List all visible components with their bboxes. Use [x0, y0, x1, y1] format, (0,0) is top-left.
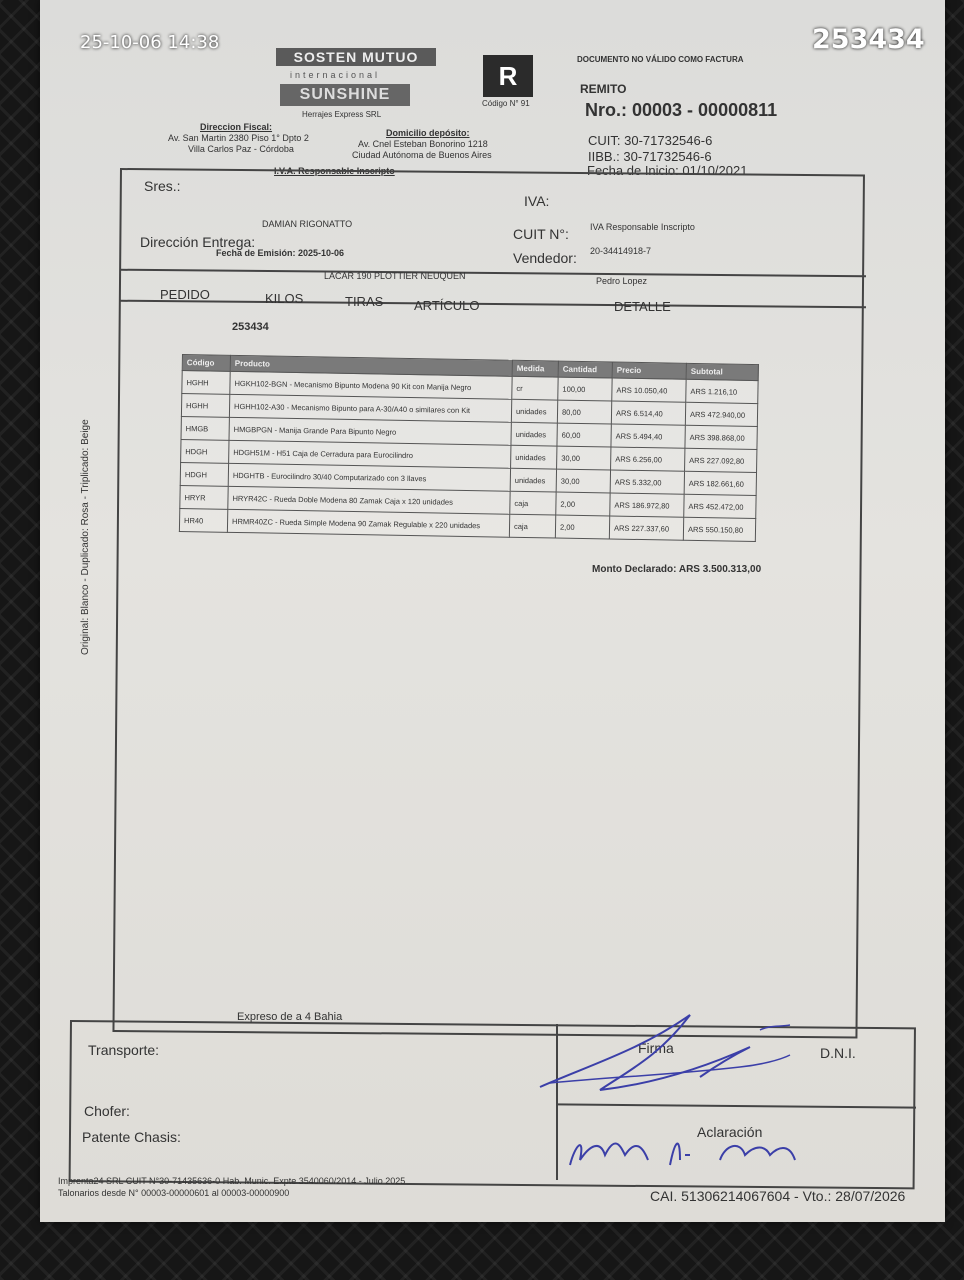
aclaracion-label: Aclaración: [697, 1124, 763, 1140]
th-subtotal: Subtotal: [686, 363, 758, 380]
cell-medida: cr: [512, 376, 558, 400]
declared-total: Monto Declarado: ARS 3.500.313,00: [592, 564, 762, 575]
cell-subtotal: ARS 452.472,00: [684, 494, 756, 518]
th-cantidad: Cantidad: [558, 361, 612, 378]
imprenta-line2: Talonarios desde N° 00003-00000601 al 00003-00000900: [58, 1188, 290, 1198]
fiscal-line1: Av. San Martin 2380 Piso 1° Dpto 2: [168, 133, 309, 143]
patente-label: Patente Chasis:: [82, 1129, 181, 1145]
logo-subtitle: internacional: [290, 70, 381, 80]
express-note: Expreso de a 4 Bahia: [237, 1011, 343, 1023]
cuit-label: CUIT N°:: [513, 226, 569, 242]
cell-subtotal: ARS 182.661,60: [684, 471, 756, 495]
main-frame: [112, 168, 865, 1038]
cell-codigo: HR40: [179, 508, 227, 532]
transporte-label: Transporte:: [88, 1042, 160, 1058]
cell-codigo: HRYR: [180, 485, 228, 509]
cell-medida: unidades: [510, 468, 556, 492]
cell-medida: unidades: [511, 422, 557, 446]
cell-producto: HRYR42C - Rueda Doble Modena 80 Zamak Caja x 120 unidades: [228, 486, 510, 514]
th-producto: Producto: [230, 355, 512, 376]
deposit-label: Domicilio depósito:: [386, 128, 470, 138]
cell-precio: ARS 186.972,80: [610, 493, 684, 517]
cell-producto: HDGH51M - H51 Caja de Cerradura para Eurocilindro: [229, 440, 511, 468]
cell-subtotal: ARS 550.150,80: [683, 517, 755, 541]
iva-value: IVA Responsable Inscripto: [590, 222, 695, 232]
client-address: LACAR 190 PLOTTIER NEUQUEN: [324, 271, 466, 281]
cell-precio: ARS 10.050,40: [612, 378, 686, 402]
document-code: Código N° 91: [482, 99, 530, 108]
col-tiras: TIRAS: [345, 294, 384, 309]
cell-precio: ARS 6.256,00: [611, 447, 685, 471]
cell-cantidad: 100,00: [558, 377, 612, 401]
cell-codigo: HMGB: [181, 416, 229, 440]
cell-producto: HDGHTB - Eurocilindro 30/40 Computarizado con 3 llaves: [228, 463, 510, 491]
cell-producto: HRMR40ZC - Rueda Simple Modena 90 Zamak Regulable x 220 unidades: [227, 509, 509, 537]
cell-producto: HGHH102-A30 - Mecanismo Bipunto para A-30/A40 o similares con Kit: [229, 394, 511, 422]
col-articulo: ARTÍCULO: [414, 298, 480, 313]
cell-subtotal: ARS 1.216,10: [686, 379, 758, 403]
not-valid-notice: DOCUMENTO NO VÁLIDO COMO FACTURA: [577, 55, 744, 64]
col-pedido: PEDIDO: [160, 287, 210, 302]
col-detalle: DETALLE: [614, 299, 671, 314]
cell-medida: caja: [509, 514, 555, 538]
cell-medida: caja: [510, 491, 556, 515]
th-medida: Medida: [512, 360, 558, 377]
items-table: [179, 354, 759, 542]
iva-label: IVA:: [524, 193, 550, 209]
address-label: Dirección Entrega:: [140, 234, 256, 250]
cell-cantidad: 30,00: [556, 469, 610, 493]
cell-subtotal: ARS 398.868,00: [685, 425, 757, 449]
cell-cantidad: 80,00: [557, 400, 611, 424]
cell-subtotal: ARS 227.092,80: [685, 448, 757, 472]
cai-number: CAI. 51306214067604 - Vto.: 28/07/2026: [650, 1188, 906, 1204]
remito-document: [40, 0, 945, 1222]
cell-codigo: HDGH: [180, 462, 228, 486]
photo-timestamp: 25-10-06 14:38: [80, 32, 220, 53]
cell-medida: unidades: [511, 445, 557, 469]
deposit-line2: Ciudad Autónoma de Buenos Aires: [352, 150, 492, 160]
th-precio: Precio: [612, 362, 686, 379]
imprenta-line1: Imprenta24 SRL CUIT N°30-71435636-0 Hab. Munic. Expte 3540060/2014 - Julio 2025: [58, 1176, 406, 1186]
cuit-value: 20-34414918-7: [590, 246, 652, 256]
cell-subtotal: ARS 472.940,00: [685, 402, 757, 426]
signature-image: [530, 995, 830, 1175]
document-number: Nro.: 00003 - 00000811: [585, 100, 778, 120]
th-codigo: Código: [182, 355, 230, 372]
company-name: Herrajes Express SRL: [302, 110, 382, 119]
cell-precio: ARS 5.332,00: [610, 470, 684, 494]
logo-sunshine: SUNSHINE: [280, 84, 410, 106]
issuer-cuit: CUIT: 30-71732546-6: [588, 133, 713, 148]
fiscal-label: Direccion Fiscal:: [200, 122, 273, 132]
issuer-start-date: Fecha de Inicio: 01/10/2021: [587, 163, 748, 178]
cell-codigo: HGHH: [181, 394, 229, 418]
logo-sosten-mutuo: SOSTEN MUTUO: [276, 48, 436, 66]
chofer-label: Chofer:: [84, 1103, 130, 1119]
cell-precio: ARS 227.337,60: [609, 516, 683, 540]
firma-label: Firma: [638, 1040, 674, 1056]
iva-status: I.V.A. Responsable Inscripto: [274, 166, 395, 176]
cell-cantidad: 2,00: [555, 515, 609, 539]
col-kilos: KILOS: [265, 291, 304, 306]
order-number: 253434: [232, 321, 269, 333]
cell-precio: ARS 6.514,40: [611, 401, 685, 425]
photo-order-id: 253434: [812, 24, 925, 55]
sres-label: Sres.:: [144, 178, 181, 194]
emission-date: Fecha de Emisión: 2025-10-06: [216, 248, 345, 258]
cell-cantidad: 2,00: [556, 492, 610, 516]
cell-codigo: HDGH: [181, 439, 229, 463]
document-letter: R: [483, 55, 533, 97]
deposit-line1: Av. Cnel Esteban Bonorino 1218: [358, 139, 488, 149]
seller-value: Pedro Lopez: [596, 276, 648, 286]
issuer-iibb: IIBB.: 30-71732546-6: [588, 149, 712, 164]
copy-colors-note: Original: Blanco - Duplicado: Rosa - Triplicado: Beige: [80, 419, 91, 655]
cell-producto: HMGBPGN - Manija Grande Para Bipunto Negro: [229, 417, 511, 445]
cell-precio: ARS 5.494,40: [611, 424, 685, 448]
cell-codigo: HGHH: [182, 371, 230, 395]
dni-label: D.N.I.: [820, 1045, 856, 1061]
cell-medida: unidades: [511, 399, 557, 423]
client-name: DAMIAN RIGONATTO: [262, 219, 353, 229]
remito-label: REMITO: [580, 82, 627, 96]
cell-cantidad: 30,00: [557, 446, 611, 470]
seller-label: Vendedor:: [513, 250, 577, 266]
cell-cantidad: 60,00: [557, 423, 611, 447]
fiscal-line2: Villa Carlos Paz - Córdoba: [188, 144, 294, 154]
cell-producto: HGKH102-BGN - Mecanismo Bipunto Modena 90 Kit con Manija Negro: [230, 371, 512, 399]
